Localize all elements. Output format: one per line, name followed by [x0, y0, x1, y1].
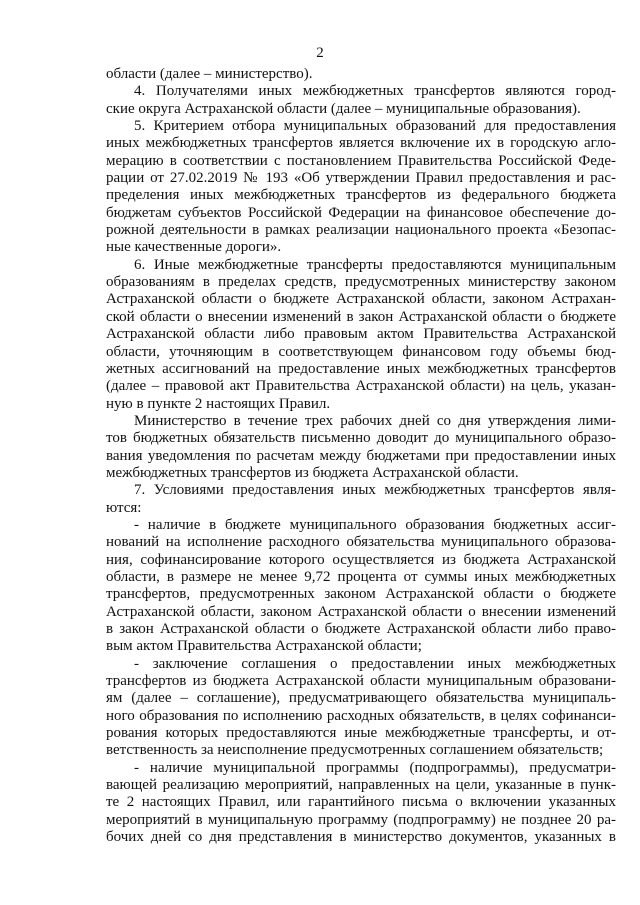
text-line: бюджетам субъектов Российской Федерации на финансовое обеспечение до-: [106, 204, 616, 221]
text-line: Астраханской области о бюджете Астраханской области, законом Астрахан-: [106, 291, 616, 308]
text-line: мероприятий в муниципальную программу (подпрограмму) не позднее 20 ра-: [106, 811, 616, 828]
text-line: области, уточняющим в соответствующем финансовом году объемы бюд-: [106, 343, 616, 360]
text-line: 5. Критерием отбора муниципальных образований для предоставления: [134, 118, 616, 135]
text-line: 7. Условиями предоставления иных межбюджетных трансфертов явля-: [134, 482, 616, 499]
text-line: ются:: [106, 499, 142, 516]
text-line: ного образования по исполнению расходных обязательств, в целях софинанси-: [106, 707, 616, 724]
text-line: трансфертов, предусмотренных законом Астраханской области о бюджете: [106, 586, 616, 603]
text-line: ские округа Астраханской области (далее – муниципальные образования).: [106, 100, 581, 117]
text-line: рации от 27.02.2019 № 193 «Об утверждении Правил предоставления и рас-: [106, 170, 616, 187]
text-line: ской области о внесении изменений в закон Астраханской области о бюджете: [106, 308, 616, 325]
text-line: в закон Астраханской области о бюджете Астраханской области либо право-: [106, 621, 616, 637]
text-line: рования которых предоставляются иные межбюджетные трансферты, и от-: [106, 725, 616, 742]
document-body: [106, 66, 616, 846]
text-line: вания уведомления по расчетам между бюджетами при предоставлении иных: [106, 447, 616, 464]
text-line: вым актом Правительства Астраханской области;: [106, 638, 422, 655]
text-line: Министерство в течение трех рабочих дней со дня утверждения лими-: [134, 412, 616, 429]
text-line: бочих дней со дня представления в министерство документов, указанных в: [106, 829, 616, 846]
text-line: - наличие в бюджете муниципального образования бюджетных ассиг-: [134, 516, 616, 533]
text-line: 6. Иные межбюджетные трансферты предоставляются муниципальным: [134, 256, 616, 273]
text-line: - заключение соглашения о предоставлении иных межбюджетных: [134, 655, 616, 672]
text-line: Астраханской области либо правовым актом Правительства Астраханской: [106, 326, 616, 343]
text-line: межбюджетных трансфертов из бюджета Астраханской области.: [106, 464, 519, 481]
text-line: ветственность за неисполнение предусмотренных соглашением обязательств;: [106, 742, 604, 759]
text-line: ную в пункте 2 настоящих Правил.: [106, 395, 331, 412]
text-line: области, в размере не менее 9,72 процента от суммы иных межбюджетных: [106, 568, 616, 585]
text-line: иных межбюджетных трансфертов является включение их в городскую агло-: [106, 135, 616, 152]
text-line: рожной деятельности в рамках реализации национального проекта «Безопас-: [106, 222, 616, 239]
text-line: ные качественные дороги».: [106, 239, 282, 256]
text-line: (далее – правовой акт Правительства Астраханской области) на цель, указан-: [106, 378, 616, 395]
text-line: ния, софинансирование которого осуществляется из бюджета Астраханской: [106, 551, 616, 568]
text-line: те 2 настоящих Правил, или гарантийного письма о включении указанных: [106, 794, 616, 811]
text-line: жетных ассигнований на предоставление иных межбюджетных трансфертов: [106, 360, 616, 377]
text-line: - наличие муниципальной программы (подпрограммы), предусматри-: [134, 759, 616, 776]
text-line: 4. Получателями иных межбюджетных трансфертов являются город-: [134, 83, 616, 100]
text-line: вающей реализацию мероприятий, направленных на цели, указанные в пунк-: [106, 777, 616, 794]
text-line: области (далее – министерство).: [106, 66, 313, 82]
page-number: 2: [316, 45, 324, 61]
text-line: тов бюджетных обязательств письменно доводит до муниципального образо-: [106, 430, 616, 447]
text-line: пределения иных межбюджетных трансфертов из федерального бюджета: [106, 187, 616, 204]
text-line: трансфертов из бюджета Астраханской области муниципальным образовани-: [106, 673, 616, 690]
text-line: Астраханской области, законом Астраханской области о внесении изменений: [106, 603, 616, 620]
text-line: мерацию в соответствии с постановлением Правительства Российской Феде-: [106, 152, 616, 169]
text-line: ям (далее – соглашение), предусматривающего обязательства муниципаль-: [106, 690, 616, 707]
text-line: образованиям в пределах средств, предусмотренных министерству законом: [106, 274, 616, 291]
text-line: нований на исполнение расходного обязательства муниципального образова-: [106, 534, 616, 551]
